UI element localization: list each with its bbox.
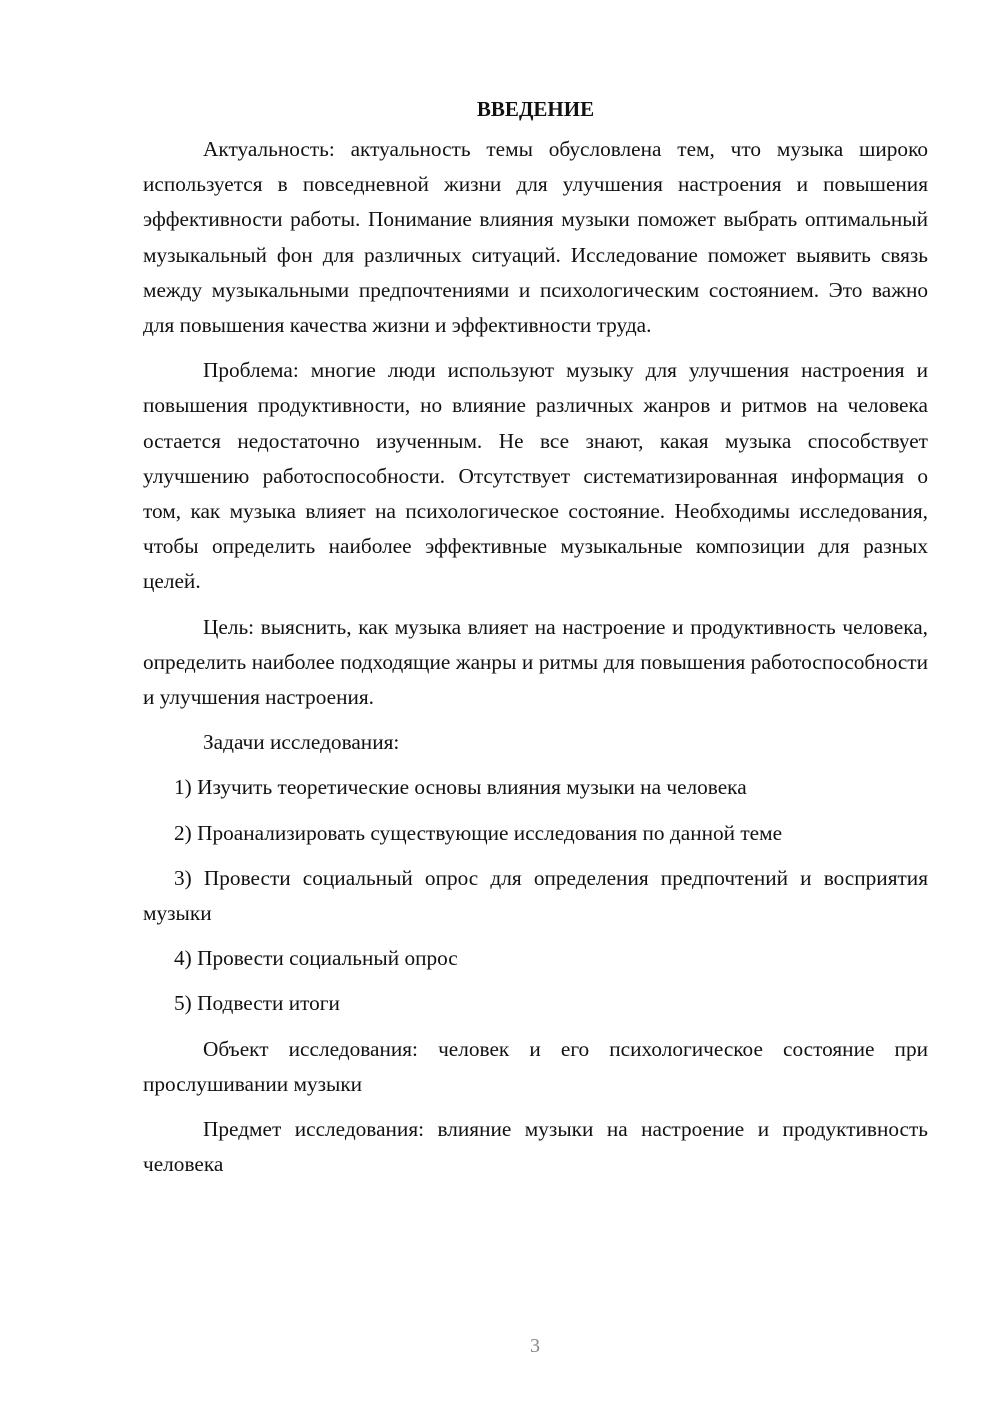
goal-paragraph: Цель: выяснить, как музыка влияет на настроение и продуктивность человека, определить наиболее подходящие жанры и ритмы для повышения работоспособности и улучшения настроения. xyxy=(143,614,928,710)
task-item-3: 3) Провести социальный опрос для определения предпочтений и восприятия музыки xyxy=(143,865,928,926)
task-item-4: 4) Провести социальный опрос xyxy=(174,946,458,971)
section-heading: ВВЕДЕНИЕ xyxy=(476,97,595,121)
task-item-2: 2) Проанализировать существующие исследования по данной теме xyxy=(174,820,783,845)
relevance-paragraph: Актуальность: актуальность темы обусловлена тем, что музыка широко используется в повседневной жизни для улучшения настроения и повышения эффективности работы. Понимание влияния музыки поможет выбрать оптимальный музыкальный фон для различных ситуаций. Исследование поможет выявить связь между музыкальными предпочтениями и психологическим состоянием. Это важно для повышения качества жизни и эффективности труда. xyxy=(143,137,928,338)
task-item-5: 5) Подвести итоги xyxy=(174,991,340,1016)
page-number: 3 xyxy=(530,1335,540,1357)
document-page xyxy=(143,90,928,1290)
subject-paragraph: Предмет исследования: влияние музыки на настроение и продуктивность человека xyxy=(143,1117,928,1177)
task-item-1: 1) Изучить теоретические основы влияния музыки на человека xyxy=(174,775,747,800)
tasks-heading: Задачи исследования: xyxy=(203,730,400,755)
object-paragraph: Объект исследования: человек и его психологическое состояние при прослушивании музыки xyxy=(143,1036,928,1096)
problem-paragraph: Проблема: многие люди используют музыку для улучшения настроения и повышения продуктивности, но влияние различных жанров и ритмов на человека остается недостаточно изученным. Не все знают, какая музыка способствует улучшению работоспособности. Отсутствует систематизированная информация о том, как музыка влияет на психологическое состояние. Необходимы исследования, чтобы определить наиболее эффективные музыкальные композиции для разных целей. xyxy=(143,358,928,594)
